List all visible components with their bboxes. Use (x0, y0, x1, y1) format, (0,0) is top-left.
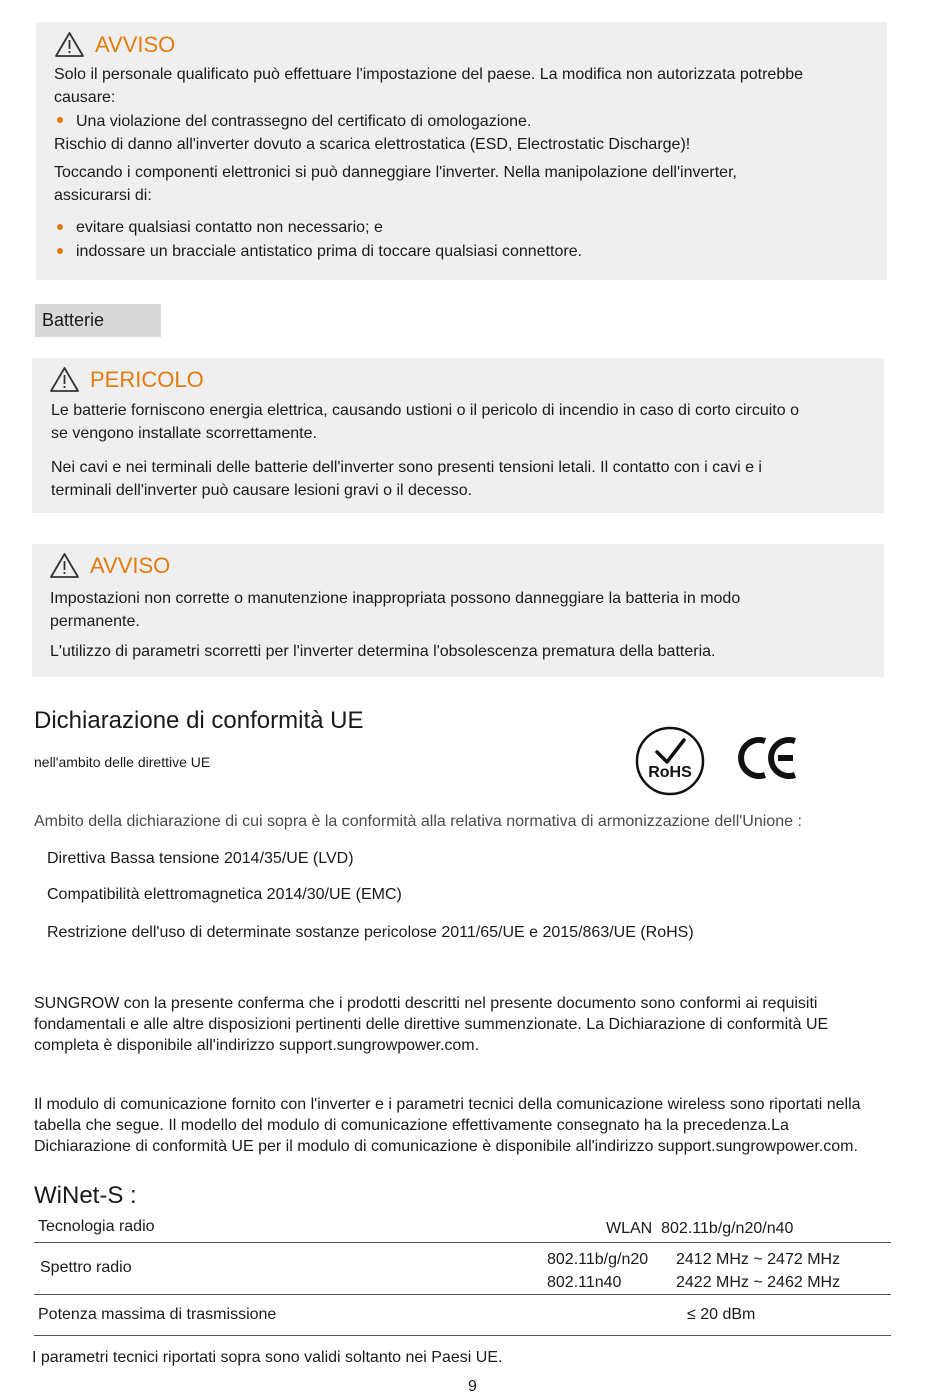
warning-triangle-icon (49, 552, 80, 579)
rohs-logo-text: RoHS (648, 764, 692, 781)
table-cell-label: Potenza massima di trasmissione (38, 1306, 277, 1323)
notice-text: Le batterie forniscono energia elettrica, causando ustioni o il pericolo di incendio in caso di corto circuito o (51, 402, 799, 419)
notice-text: permanente. (50, 613, 140, 630)
declaration-paragraph: fondamentali e alle altre disposizioni pertinenti delle direttive summenzionate. La Dichiarazione di conformità UE (34, 1016, 829, 1033)
page-number: 9 (468, 1378, 477, 1395)
module-paragraph: Dichiarazione di conformità UE per il modulo di comunicazione è disponibile all'indirizzo support.sungrowpower.com. (34, 1138, 858, 1155)
table-cell-standard: 802.11n40 (547, 1274, 622, 1291)
table-cell-value: WLAN 802.11b/g/n20/n40 (606, 1220, 794, 1237)
notice-text: Nei cavi e nei terminali delle batterie dell'inverter sono presenti tensioni letali. Il contatto con i cavi e i (51, 459, 762, 476)
declaration-paragraph: completa è disponibile all'indirizzo support.sungrowpower.com. (34, 1037, 480, 1054)
winet-heading: WiNet-S : (34, 1182, 137, 1209)
table-cell-label: Spettro radio (40, 1259, 132, 1276)
winet-footnote: I parametri tecnici riportati sopra sono validi soltanto nei Paesi UE. (32, 1349, 503, 1366)
notice-title-row (49, 366, 204, 393)
ce-mark (738, 735, 800, 781)
notice-title-row (54, 31, 175, 58)
notice-box-avviso-1 (36, 22, 887, 280)
notice-text: se vengono installate scorrettamente. (51, 425, 317, 442)
notice-text: terminali dell'inverter può causare lesioni gravi o il decesso. (51, 482, 473, 499)
notice-title: PERICOLO (90, 366, 204, 392)
notice-text: Rischio di danno all'inverter dovuto a scarica elettrostatica (ESD, Electrostatic Discharge)! (54, 136, 691, 153)
notice-text: L'utilizzo di parametri scorretti per l'inverter determina l'obsolescenza prematura della batteria. (50, 643, 716, 660)
notice-text: Impostazioni non corrette o manutenzione inappropriata possono danneggiare la batteria in modo (50, 590, 741, 607)
declaration-subheading: nell'ambito delle direttive UE (34, 754, 211, 770)
bullet-icon (57, 248, 63, 254)
declaration-scope: Ambito della dichiarazione di cui sopra è la conformità alla relativa normativa di armonizzazione dell'Unione : (34, 813, 802, 830)
section-label-batterie: Batterie (35, 304, 161, 337)
module-paragraph: Il modulo di comunicazione fornito con l'inverter e i parametri tecnici della comunicazione wireless sono riportati nella (34, 1096, 861, 1113)
rohs-logo (634, 725, 706, 797)
table-divider (34, 1335, 891, 1336)
directive-item: Restrizione dell'uso di determinate sostanze pericolose 2011/65/UE e 2015/863/UE (RoHS) (47, 924, 694, 941)
notice-text: causare: (54, 89, 116, 106)
notice-text: Solo il personale qualificato può effettuare l'impostazione del paese. La modifica non autorizzata potrebbe (54, 66, 804, 83)
table-divider (34, 1242, 891, 1243)
notice-title: AVVISO (95, 31, 176, 57)
notice-bullet-text: indossare un bracciale antistatico prima di toccare qualsiasi connettore. (76, 243, 583, 260)
table-cell-label: Tecnologia radio (38, 1218, 155, 1235)
declaration-paragraph: SUNGROW con la presente conferma che i prodotti descritti nel presente documento sono conformi ai requisiti (34, 995, 818, 1012)
warning-triangle-icon (49, 366, 80, 393)
notice-title: AVVISO (90, 552, 171, 578)
bullet-icon (57, 224, 63, 230)
notice-text: Toccando i componenti elettronici si può danneggiare l'inverter. Nella manipolazione dell'inverter, (54, 164, 737, 181)
table-cell-standard: 802.11b/g/n20 (547, 1251, 649, 1268)
notice-bullet-text: evitare qualsiasi contatto non necessario; e (76, 219, 383, 236)
module-paragraph: tabella che segue. Il modello del modulo di comunicazione effettivamente consegnato ha la precedenza.La (34, 1117, 789, 1134)
notice-bullet-text: Una violazione del contrassegno del certificato di omologazione. (76, 113, 532, 130)
table-divider (34, 1294, 891, 1295)
table-cell-frequency: 2422 MHz ~ 2462 MHz (676, 1274, 841, 1291)
notice-text: assicurarsi di: (54, 187, 152, 204)
notice-title-row (49, 552, 170, 579)
notice-box-avviso-2 (32, 544, 884, 677)
declaration-heading: Dichiarazione di conformità UE (34, 707, 364, 734)
bullet-icon (57, 117, 63, 123)
directive-item: Direttiva Bassa tensione 2014/35/UE (LVD) (47, 850, 354, 867)
warning-triangle-icon (54, 31, 85, 58)
table-cell-frequency: 2412 MHz ~ 2472 MHz (676, 1251, 841, 1268)
notice-box-pericolo (32, 358, 884, 513)
directive-item: Compatibilità elettromagnetica 2014/30/UE (EMC) (47, 886, 402, 903)
table-cell-value: ≤ 20 dBm (687, 1306, 756, 1323)
